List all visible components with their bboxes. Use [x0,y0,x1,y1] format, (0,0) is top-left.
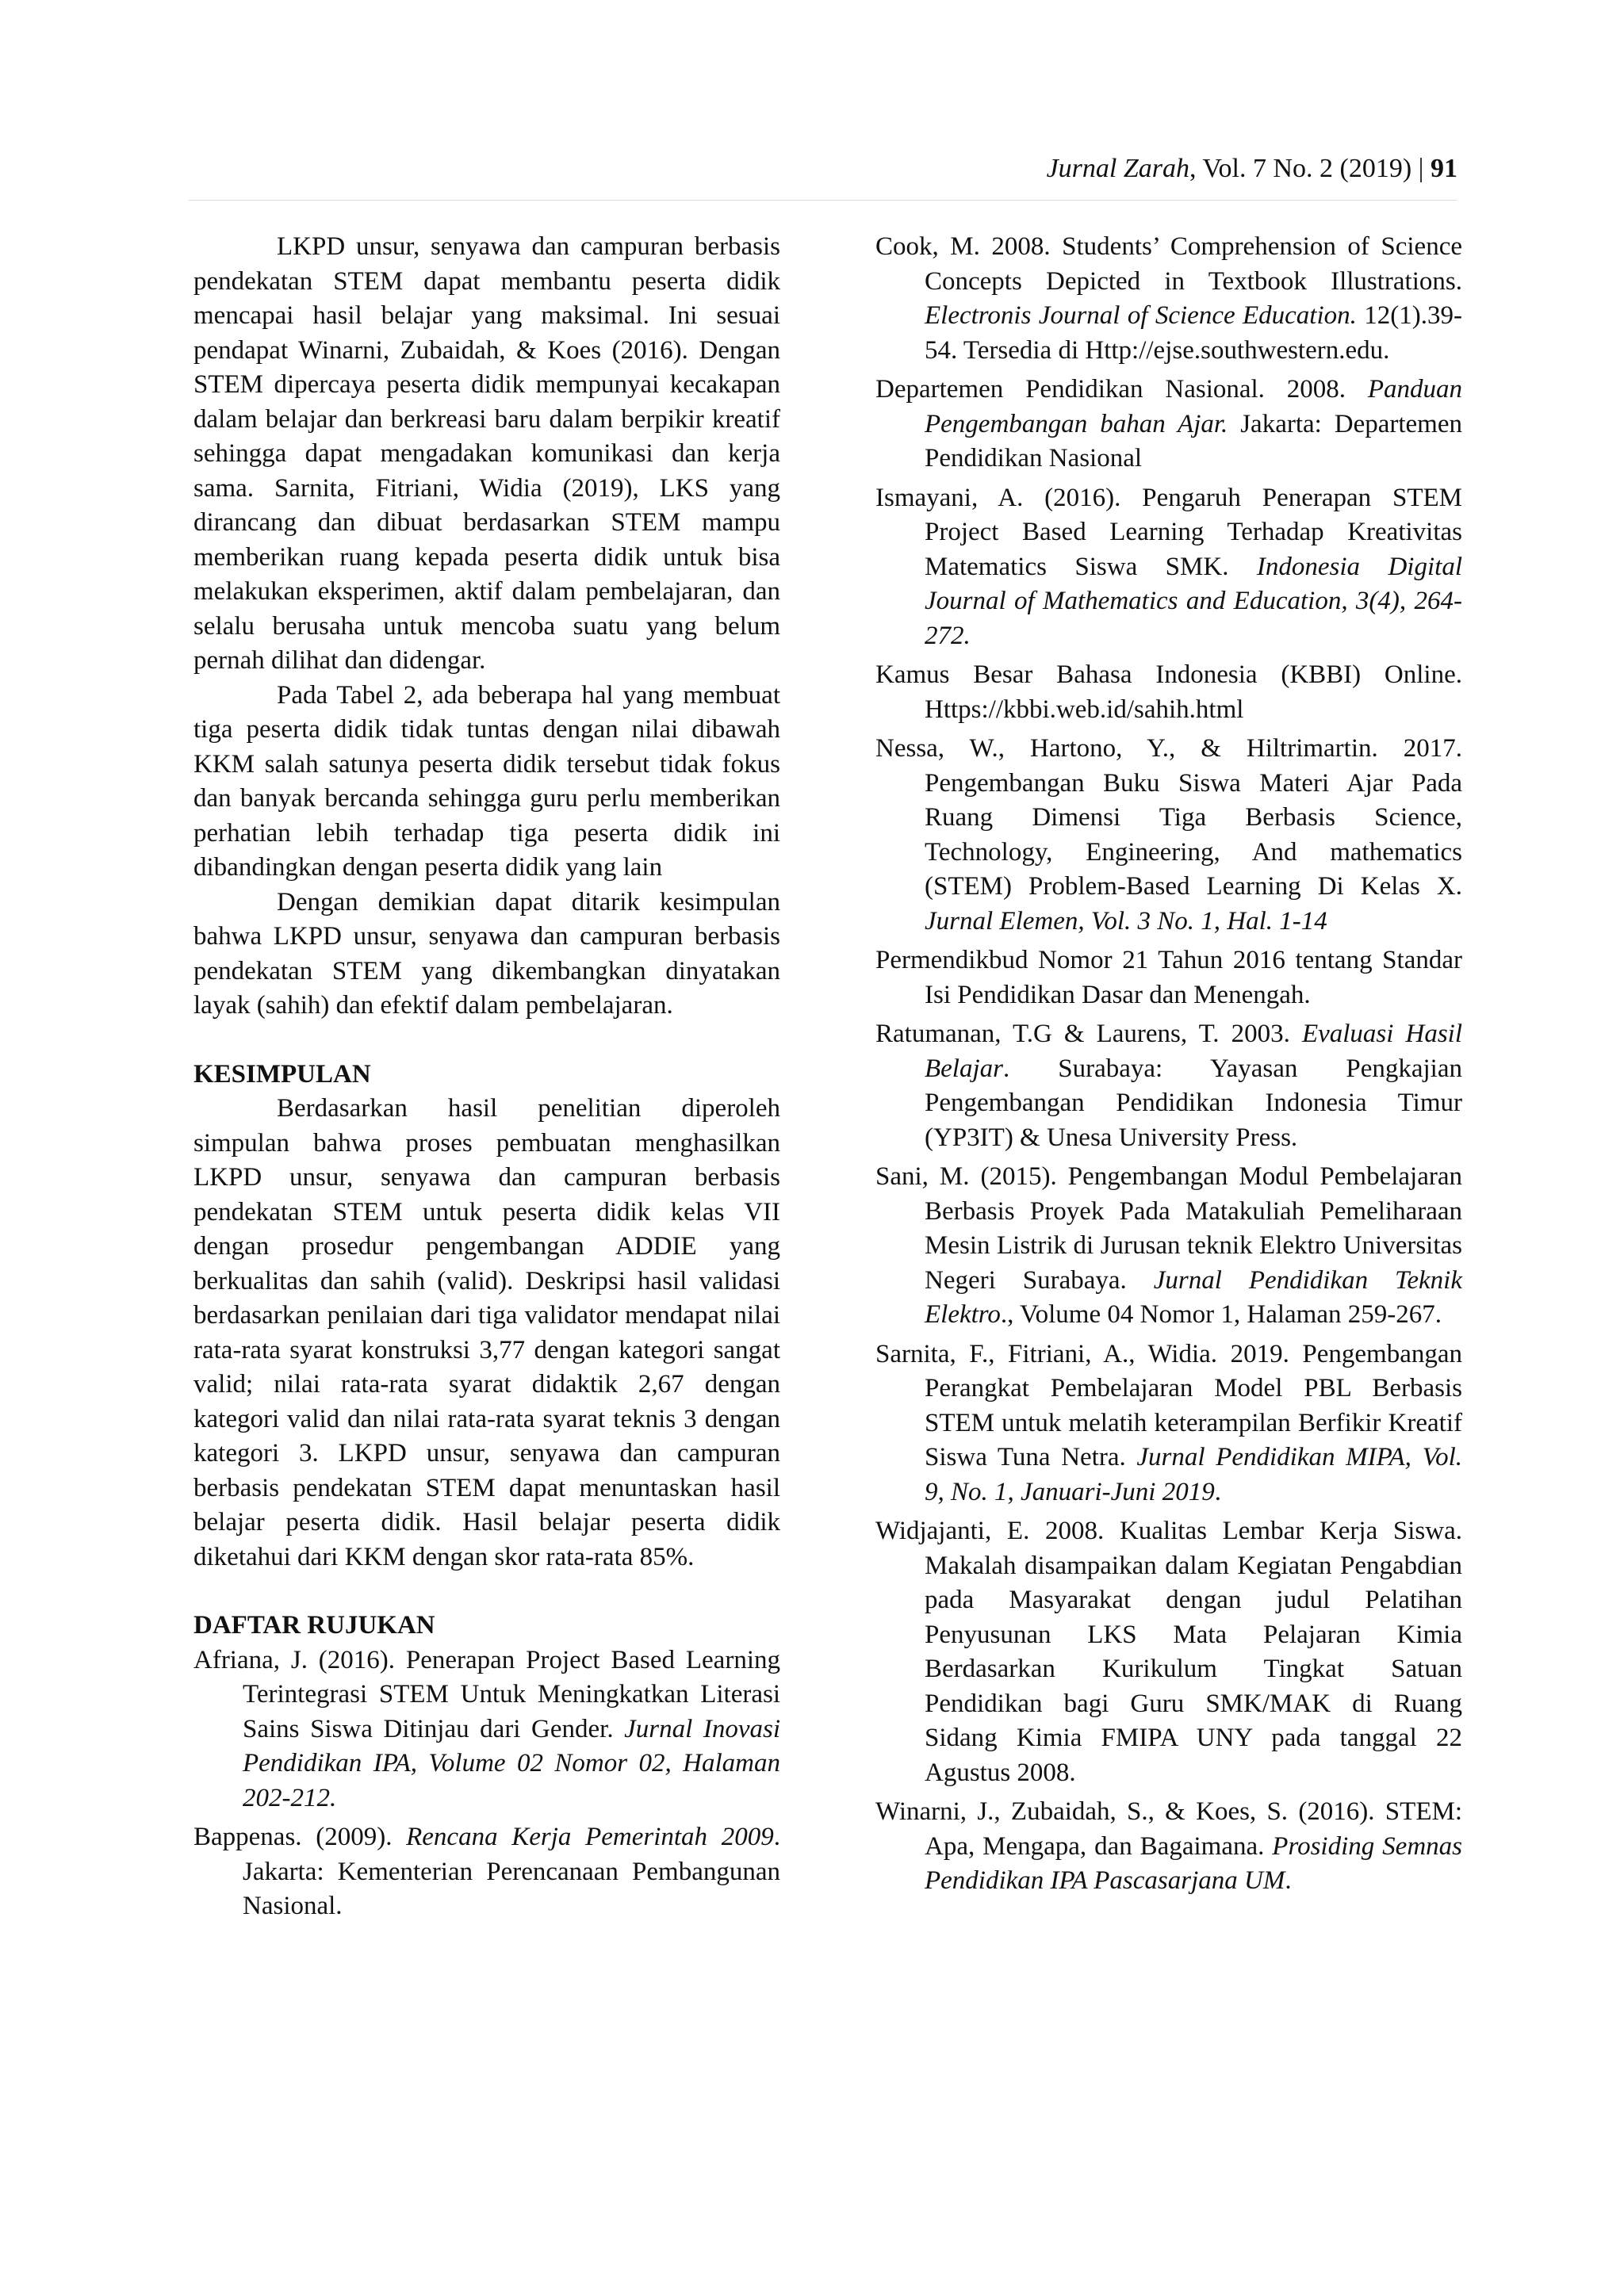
running-header [189,151,1457,201]
journal-volume: , Vol. 7 No. 2 (2019) | [1189,154,1431,183]
reference-item: Winarni, J., Zubaidah, S., & Koes, S. (2016). STEM: Apa, Mengapa, dan Bagaimana. Prosiding Semnas Pendidikan IPA Pascasarjana UM. [875,1797,1462,1895]
reference-item: Kamus Besar Bahasa Indonesia (KBBI) Online. Https://kbbi.web.id/sahih.html [875,660,1462,724]
conclusion-heading: KESIMPULAN [193,1059,371,1089]
right-column [875,230,1462,1904]
body-paragraph: Pada Tabel 2, ada beberapa hal yang membuat tiga peserta didik tidak tuntas dengan nilai dibawah KKM salah satunya peserta didik tersebut tidak fokus dan banyak bercanda sehingga guru perlu memberikan perhatian lebih terhadap tiga peserta didik ini dibandingkan dengan peserta didik yang lain [193,680,780,882]
reference-item: Sarnita, F., Fitriani, A., Widia. 2019. Pengembangan Perangkat Pembelajaran Model PBL Berbasis STEM untuk melatih keterampilan Berfikir Kreatif Siswa Tuna Netra. Jurnal Pendidikan MIPA, Vol. 9, No. 1, Januari-Juni 2019. [875,1339,1462,1506]
reference-list-right [875,230,1462,1899]
reference-item: Ratumanan, T.G & Laurens, T. 2003. Evaluasi Hasil Belajar. Surabaya: Yayasan Pengkajian Pengembangan Pendidikan Indonesia Timur (YP3IT) & Unesa University Press. [875,1020,1462,1152]
left-column [193,230,780,1929]
reference-item: Ismayani, A. (2016). Pengaruh Penerapan STEM Project Based Learning Terhadap Kreativitas Matematics Siswa SMK. Indonesia Digital Journal of Mathematics and Education, 3(4), 264-272. [875,483,1462,650]
reference-item: Cook, M. 2008. Students’ Comprehension of Science Concepts Depicted in Textbook Illustrations. Electronis Journal of Science Education. 12(1).39-54. Tersedia di Http://ejse.southwestern.edu. [875,232,1462,365]
body-paragraph: Dengan demikian dapat ditarik kesimpulan bahwa LKPD unsur, senyawa dan campuran berbasis pendekatan STEM yang dikembangkan dinyatakan layak (sahih) dan efektif dalam pembelajaran. [193,887,780,1020]
reference-item: Nessa, W., Hartono, Y., & Hiltrimartin. 2017. Pengembangan Buku Siswa Materi Ajar Pada Ruang Dimensi Tiga Berbasis Science, Technology, Engineering, And mathematics (STEM) Problem-Based Learning Di Kelas X. Jurnal Elemen, Vol. 3 No. 1, Hal. 1-14 [875,734,1462,936]
reference-item: Sani, M. (2015). Pengembangan Modul Pembelajaran Berbasis Proyek Pada Matakuliah Pemeliharaan Mesin Listrik di Jurusan teknik Elektro Universitas Negeri Surabaya. Jurnal Pendidikan Teknik Elektro., Volume 04 Nomor 1, Halaman 259-267. [875,1162,1462,1329]
journal-name: Jurnal Zarah [1046,154,1189,183]
reference-item: Bappenas. (2009). Rencana Kerja Pemerintah 2009. Jakarta: Kementerian Perencanaan Pembangunan Nasional. [193,1823,780,1920]
reference-item: Afriana, J. (2016). Penerapan Project Based Learning Terintegrasi STEM Untuk Meningkatkan Literasi Sains Siswa Ditinjau dari Gender. Jurnal Inovasi Pendidikan IPA, Volume 02 Nomor 02, Halaman 202-212. [193,1645,780,1812]
reference-item: Departemen Pendidikan Nasional. 2008. Panduan Pengembangan bahan Ajar. Jakarta: Departemen Pendidikan Nasional [875,375,1462,473]
reference-item: Widjajanti, E. 2008. Kualitas Lembar Kerja Siswa. Makalah disampaikan dalam Kegiatan Pengabdian pada Masyarakat dengan judul Pelatihan Penyusunan LKS Mata Pelajaran Kimia Berdasarkan Kurikulum Tingkat Satuan Pendidikan bagi Guru SMK/MAK di Ruang Sidang Kimia FMIPA UNY pada tanggal 22 Agustus 2008. [875,1517,1462,1787]
body-paragraph: LKPD unsur, senyawa dan campuran berbasis pendekatan STEM dapat membantu peserta didik mencapai hasil belajar yang maksimal. Ini sesuai pendapat Winarni, Zubaidah, & Koes (2016). Dengan STEM dipercaya peserta didik mempunyai kecakapan dalam belajar dan berkreasi baru dalam berpikir kreatif sehingga dapat mengadakan komunikasi dan kerja sama. Sarnita, Fitriani, Widia (2019), LKS yang dirancang dan dibuat berdasarkan STEM mampu memberikan ruang kepada peserta didik untuk bisa melakukan eksperimen, aktif dalam pembelajaran, dan selalu berusaha untuk mencoba suatu yang belum pernah dilihat dan didengar. [193,232,780,675]
conclusion-paragraph: Berdasarkan hasil penelitian diperoleh simpulan bahwa proses pembuatan menghasilkan LKPD unsur, senyawa dan campuran berbasis pendekatan STEM untuk peserta didik kelas VII dengan prosedur pengembangan ADDIE yang berkualitas dan sahih (valid). Deskripsi hasil validasi berdasarkan penilaian dari tiga validator mendapat nilai rata-rata syarat konstruksi 3,77 dengan kategori sangat valid; nilai rata-rata syarat didaktik 2,67 dengan kategori valid dan nilai rata-rata syarat teknis 3 dengan kategori 3. LKPD unsur, senyawa dan campuran berbasis pendekatan STEM dapat menuntaskan hasil belajar peserta didik. Hasil belajar peserta didik diketahui dari KKM dengan skor rata-rata 85%. [193,1094,780,1571]
reference-list-left [193,1644,780,1924]
page-number: 91 [1431,154,1457,183]
reference-item: Permendikbud Nomor 21 Tahun 2016 tentang Standar Isi Pendidikan Dasar dan Menengah. [875,946,1462,1009]
references-heading: DAFTAR RUJUKAN [193,1611,435,1640]
